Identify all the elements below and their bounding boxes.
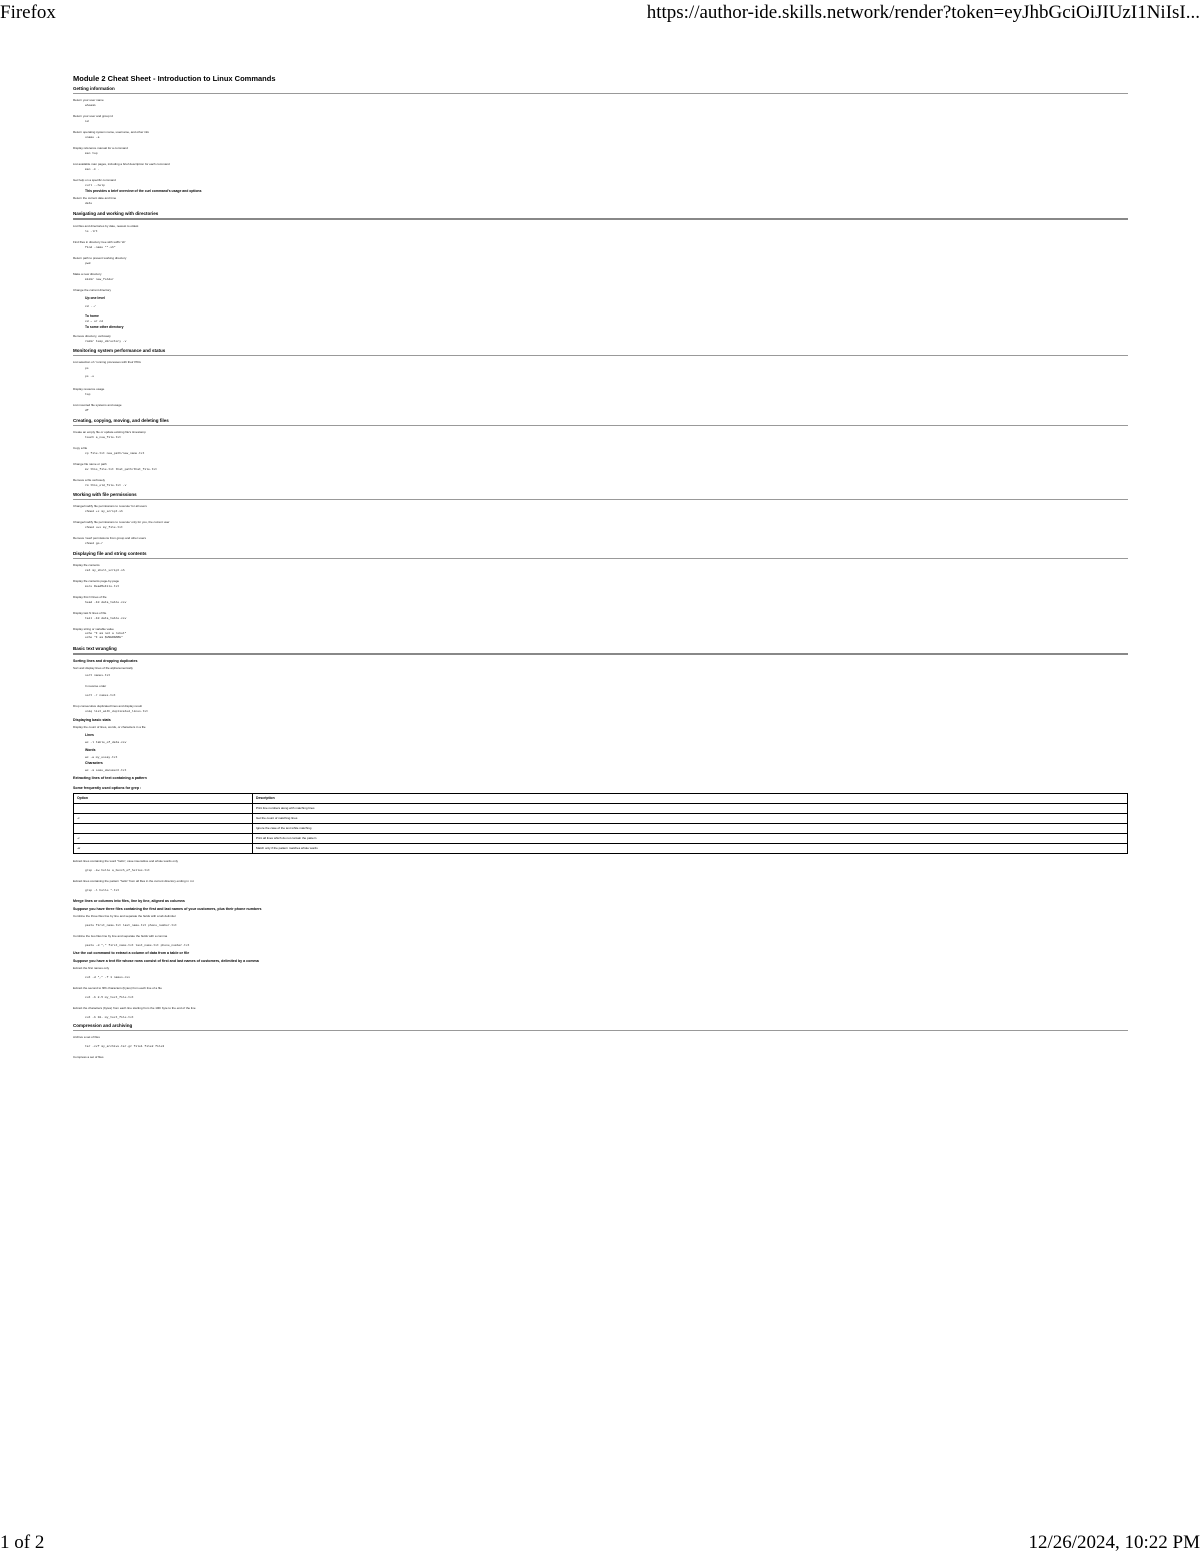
note-up-level: Up one level xyxy=(85,296,105,300)
item-cmd: sort -r names.txt xyxy=(85,694,116,697)
table-row xyxy=(74,844,1128,854)
table-header: Description xyxy=(253,794,1128,804)
cut-sub: Suppose you have a text file whose rows consist of first and last names of customers, delimited by a comma xyxy=(73,959,259,963)
item-desc: Return path to present working directory xyxy=(73,256,127,260)
item-cmd: echo "I am not a robot" echo "I am $USERNAME" xyxy=(85,632,127,639)
item-cmd: sort names.txt xyxy=(85,674,111,677)
item-cmd: more ReadMeFile.txt xyxy=(85,585,120,588)
item-desc: Display the count of lines, words, or characters in a file xyxy=(73,725,146,729)
item-desc: Change the current directory xyxy=(73,288,112,292)
table-cell: Print line numbers along with matching lines xyxy=(253,804,1128,814)
item-cmd: cd ~ or cd xyxy=(85,320,104,323)
item-desc: Change/modify file permissions to 'execute' for all users xyxy=(73,504,147,508)
item-desc: Compress a set of files xyxy=(73,1055,104,1059)
cheat-sheet-document xyxy=(73,72,1128,1060)
sub-heading-merge: Merge lines or columns into files, line by line, aligned as columns xyxy=(73,899,185,903)
table-cell: -n xyxy=(74,804,253,814)
section-heading-wrangling: Basic text wrangling xyxy=(73,645,1128,655)
item-desc: Get help on a specific command xyxy=(73,178,116,182)
item-desc: Drop consecutive duplicated lines and display result xyxy=(73,704,142,708)
item-desc: Archive a set of files xyxy=(73,1035,100,1039)
item-desc: In reverse order xyxy=(85,684,107,688)
item-cmd: head -10 data_table.csv xyxy=(85,601,127,604)
section-heading-permissions: Working with file permissions xyxy=(73,491,1128,500)
note-text: This provides a brief overview of the curl command's usage and options xyxy=(85,189,202,193)
table-row xyxy=(74,804,1128,814)
label-lines: Lines xyxy=(85,733,94,737)
section-heading-monitoring: Monitoring system performance and status xyxy=(73,347,1128,356)
item-desc: Display resource usage xyxy=(73,387,105,391)
note-home: To home xyxy=(85,314,99,318)
item-cmd: date xyxy=(85,202,93,205)
table-cell: -v xyxy=(74,834,253,844)
label-words: Words xyxy=(85,748,96,752)
item-cmd: wc -l table_of_data.csv xyxy=(85,741,127,744)
item-desc: Extract the first names only xyxy=(73,966,110,970)
item-desc: Remove 'read' permissions from group and other users xyxy=(73,536,147,540)
sub-heading-grep: Extracting lines of text containing a pattern xyxy=(73,776,147,780)
table-cell: -w xyxy=(74,844,253,854)
section-heading-getting-info: Getting information xyxy=(73,85,1128,94)
item-cmd: wc -m some_document.txt xyxy=(85,769,127,772)
item-cmd: man top xyxy=(85,152,98,155)
item-cmd: paste first_name.txt last_name.txt phone_number.txt xyxy=(85,924,177,927)
item-desc: Sort and display lines of file alphanumerically xyxy=(73,666,133,670)
item-desc: Return the current date and time xyxy=(73,196,117,200)
item-cmd: cut -b 2-5 my_text_file.txt xyxy=(85,996,134,999)
item-cmd: find -name "*.sh" xyxy=(85,246,116,249)
item-cmd: df xyxy=(85,409,89,412)
item-cmd: cut -b 10- my_text_file.txt xyxy=(85,1016,134,1019)
sub-heading-cut: Use the cut command to extract a column of data from a table or file xyxy=(73,951,190,955)
item-cmd: cd ../ xyxy=(85,305,96,308)
item-cmd: touch a_new_file.txt xyxy=(85,436,122,439)
item-cmd: ls -lrt xyxy=(85,230,98,233)
table-header-row xyxy=(74,794,1128,804)
item-desc: Extract lines containing the pattern "hello" from all files in the current directory ending in .txt xyxy=(73,879,194,883)
item-desc: Extract lines containing the word "hello", case insensitive and whole words only xyxy=(73,859,179,863)
item-desc: Copy a file xyxy=(73,446,88,450)
item-desc: List mounted file systems and usage xyxy=(73,403,122,407)
table-cell: -i xyxy=(74,824,253,834)
item-desc: Create an empty file or update existing file's timestamp xyxy=(73,430,146,434)
sub-heading-sorting: Sorting lines and dropping duplicates xyxy=(73,659,138,663)
table-row xyxy=(74,824,1128,834)
table-cell: -c xyxy=(74,814,253,824)
item-desc: Display file contents xyxy=(73,563,100,567)
item-cmd: uname -a xyxy=(85,136,100,139)
table-cell: Match only if the pattern matches whole words xyxy=(253,844,1128,854)
item-cmd: mv this_file.txt that_path/that_file.txt xyxy=(85,468,158,471)
item-desc: Return operating system name, username, and other info xyxy=(73,130,150,134)
item-desc: Display reference manual for a command xyxy=(73,146,128,150)
grep-intro: Some frequently used options for grep : xyxy=(73,786,142,790)
item-cmd: tar -cvf my_archive.tar.gz file1 file2 file3 xyxy=(85,1045,165,1048)
item-cmd: rmdir temp_directory -v xyxy=(85,340,127,343)
item-cmd: grep -l hello *.txt xyxy=(85,889,120,892)
item-desc: Remove a file verbosely xyxy=(73,478,106,482)
document-title: Module 2 Cheat Sheet - Introduction to Linux Commands xyxy=(73,74,276,83)
item-cmd: paste -d "," first_name.txt last_name.txt phone_number.txt xyxy=(85,944,190,947)
item-desc: Display file contents page-by-page xyxy=(73,579,120,583)
grep-options-table xyxy=(73,793,1128,854)
item-desc: List selection of / running processes with their PIDs xyxy=(73,360,141,364)
item-desc: Change/modify file permissions to 'execute' only for you, the current user xyxy=(73,520,170,524)
table-cell: Print all lines which do not contain the pattern xyxy=(253,834,1128,844)
browser-app-name: Firefox xyxy=(0,2,56,23)
table-header: Option xyxy=(74,794,253,804)
section-heading-files: Creating, copying, moving, and deleting files xyxy=(73,417,1128,426)
item-cmd: rm this_old_file.txt -v xyxy=(85,484,127,487)
sub-heading-counts: Displaying basic stats xyxy=(73,718,111,722)
item-cmd: curl --help xyxy=(85,184,105,187)
section-heading-displaying: Displaying file and string contents xyxy=(73,550,1128,559)
item-desc: Make a new directory xyxy=(73,272,102,276)
item-cmd: tail -10 data_table.csv xyxy=(85,617,127,620)
item-desc: List files and directories by date, newest to oldest xyxy=(73,224,139,228)
item-desc: Combine the two files line by line and separate the fields with a comma xyxy=(73,934,168,938)
item-cmd: top xyxy=(85,393,91,396)
table-row xyxy=(74,834,1128,844)
item-cmd: cat my_shell_script.sh xyxy=(85,569,125,572)
item-cmd: mkdir new_folder xyxy=(85,278,114,281)
item-desc: Change file name or path xyxy=(73,462,107,466)
item-cmd: grep -iw hello a_bunch_of_hellos.txt xyxy=(85,869,150,872)
item-desc: Find files in directory tree with suffix 'sh' xyxy=(73,240,126,244)
page-url[interactable]: https://author-ide.skills.network/render?token=eyJhbGciOiJIUzI1NiIsI... xyxy=(646,2,1200,23)
item-cmd: uniq list_with_duplicated_lines.txt xyxy=(85,710,149,713)
table-row xyxy=(74,814,1128,824)
item-desc: Remove directory, verbosely xyxy=(73,334,111,338)
item-cmd: chmod go-r xyxy=(85,542,104,545)
item-desc: Combine the three files line by line and separate the fields with a tab delimiter xyxy=(73,914,176,918)
item-cmd: id xyxy=(85,120,89,123)
item-desc: Return your user name xyxy=(73,98,104,102)
item-cmd: chmod u+x my_file.txt xyxy=(85,526,123,529)
item-desc: Display first N lines of file xyxy=(73,595,107,599)
merge-sub: Suppose you have three files containing the first and last names of your customers, plus their phone numbers xyxy=(73,907,262,911)
item-cmd: cut -d "," -f 1 names.csv xyxy=(85,976,131,979)
item-cmd: ps ps -e xyxy=(85,367,95,378)
item-desc: Extract the characters (bytes) from each line starting from the 10th byte to the end of the line xyxy=(73,1006,196,1010)
item-cmd: pwd xyxy=(85,262,91,265)
item-desc: List available man pages, including a brief description for each command xyxy=(73,162,170,166)
page-counter: 1 of 2 xyxy=(0,1532,45,1553)
item-cmd: man -k . xyxy=(85,168,100,171)
table-cell: Ignore the case of the text while matching xyxy=(253,824,1128,834)
item-desc: Extract the second to fifth characters (bytes) from each line of a file xyxy=(73,986,162,990)
item-desc: Display last N lines of file xyxy=(73,611,107,615)
note-other-dir: To some other directory xyxy=(85,325,124,329)
section-heading-compression: Compression and archiving xyxy=(73,1022,1128,1031)
item-cmd: cp file.txt new_path/new_name.txt xyxy=(85,452,145,455)
item-desc: Return your user and group id xyxy=(73,114,113,118)
item-desc: Display string or variable value xyxy=(73,627,114,631)
item-cmd: wc -w my_essay.txt xyxy=(85,756,118,759)
table-cell: Get the count of matching lines xyxy=(253,814,1128,824)
print-timestamp: 12/26/2024, 10:22 PM xyxy=(1028,1532,1200,1553)
item-cmd: chmod +x my_script.sh xyxy=(85,510,123,513)
label-characters: Characters xyxy=(85,761,103,765)
section-heading-navigating: Navigating and working with directories xyxy=(73,210,1128,220)
item-cmd: whoami xyxy=(85,104,96,107)
